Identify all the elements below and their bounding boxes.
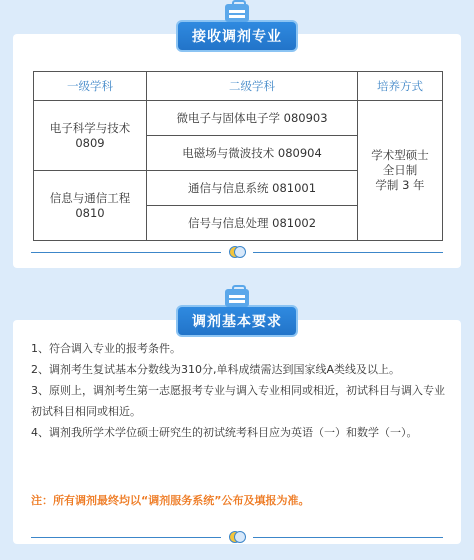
level2-cell: 信号与信息处理 081002 [147, 206, 358, 241]
mode-line: 全日制 [382, 163, 418, 177]
header-level1: 一级学科 [34, 72, 147, 101]
divider-knot-icon [229, 531, 245, 543]
level1-name: 电子科学与技术 [49, 120, 131, 135]
level1-cell [34, 101, 147, 171]
level2-cell: 微电子与固体电子学 080903 [147, 101, 358, 136]
section-title-label: 调剂基本要求 [176, 305, 298, 337]
list-item: 1、符合调入专业的报考条件。 [31, 342, 181, 355]
header-level2: 二级学科 [147, 72, 358, 101]
mode-line: 学制 3 年 [375, 178, 425, 192]
majors-table [33, 71, 443, 241]
level1-cell [34, 171, 147, 241]
level2-cell: 通信与信息系统 081001 [147, 171, 358, 206]
requirements-list [31, 338, 445, 443]
section-divider [31, 246, 443, 258]
level1-code: 0809 [75, 135, 105, 150]
level2-cell: 电磁场与微波技术 080904 [147, 136, 358, 171]
section-title [176, 289, 298, 337]
note-text: 注：所有调剂最终均以“调剂服务系统”公布及填报为准。 [31, 494, 310, 507]
list-item: 2、调剂考生复试基本分数线为310分,单科成绩需达到国家线A类线及以上。 [31, 363, 401, 376]
majors-card [13, 34, 461, 268]
mode-cell [358, 101, 443, 241]
level1-code: 0810 [75, 205, 105, 220]
section-divider [31, 531, 443, 543]
header-mode: 培养方式 [358, 72, 443, 101]
requirements-card [13, 320, 461, 544]
list-item: 3、原则上，调剂考生第一志愿报考专业与调入专业相同或相近，初试科目与调入专业初试科目相同或相近。 [31, 384, 445, 418]
table-header-row [34, 72, 443, 101]
level1-name: 信息与通信工程 [49, 190, 131, 205]
list-item: 4、调剂我所学术学位硕士研究生的初试统考科目应为英语（一）和数学（一）。 [31, 426, 418, 439]
table-row [34, 101, 443, 136]
section-title-label: 接收调剂专业 [176, 20, 298, 52]
mode-line: 学术型硕士 [371, 148, 429, 162]
divider-knot-icon [229, 246, 245, 258]
section-title [176, 4, 298, 52]
briefcase-icon [225, 4, 249, 22]
briefcase-icon [225, 289, 249, 307]
